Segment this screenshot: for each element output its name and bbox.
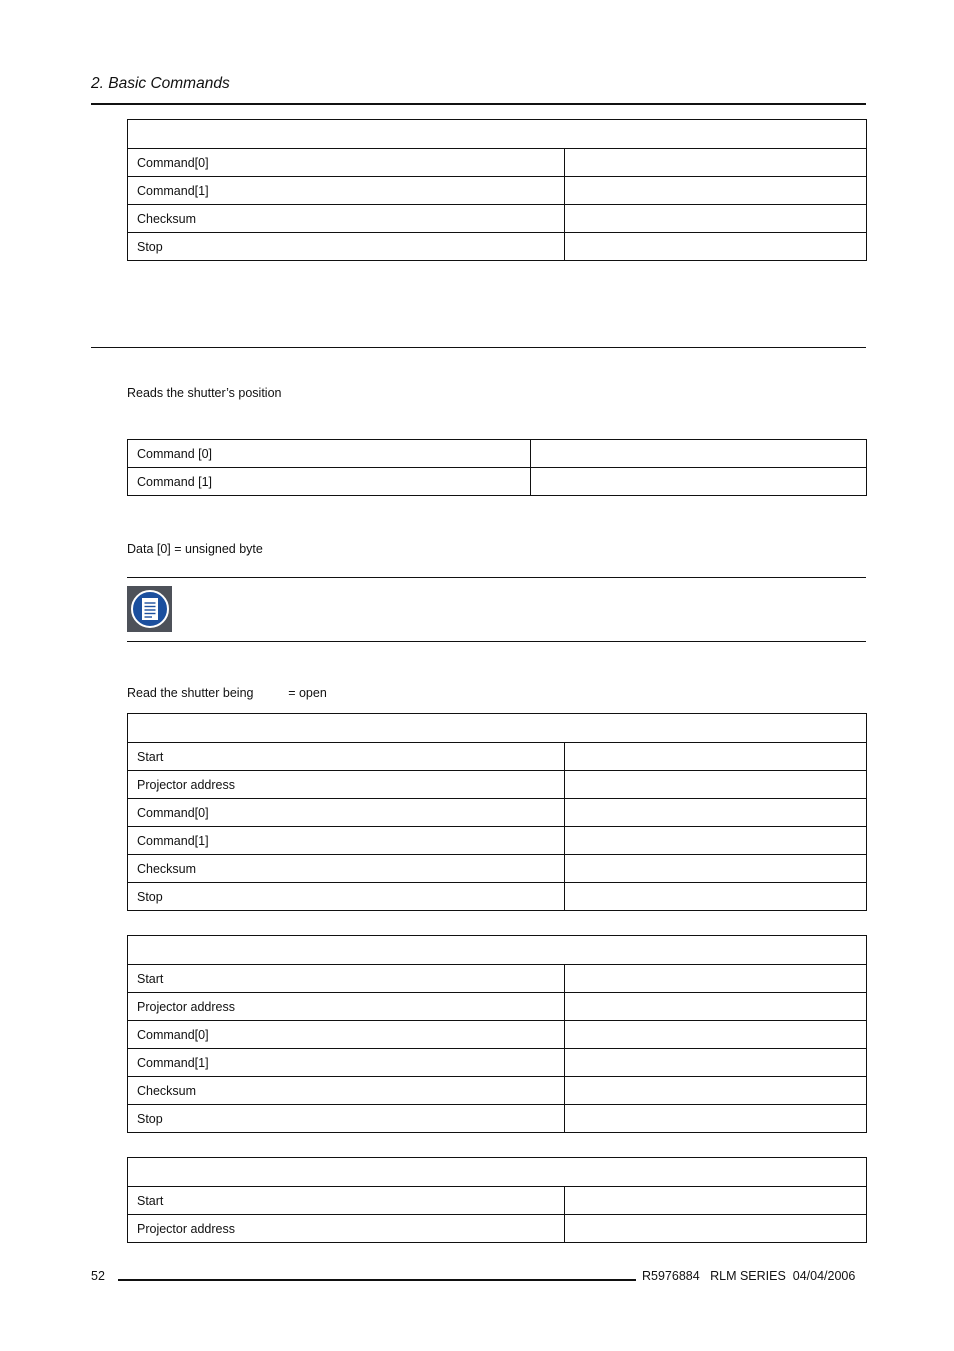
table-cell-label: Checksum — [128, 1077, 565, 1105]
table-cell-value — [565, 743, 867, 771]
table-cell-value — [565, 233, 867, 261]
table-cell-value — [565, 799, 867, 827]
table-row — [128, 743, 867, 771]
note-bottom-rule — [127, 641, 866, 642]
table-cell-label: Checksum — [128, 855, 565, 883]
description-text: Reads the shutter’s position — [127, 386, 282, 400]
table-cell-label: Stop — [128, 1105, 565, 1133]
table-cell-value — [565, 205, 867, 233]
table-row — [128, 468, 867, 496]
table-cell-label: Command[0] — [128, 799, 565, 827]
table-cell-value — [565, 1105, 867, 1133]
table-cell-label: Projector address — [128, 1215, 565, 1243]
table-cell-value — [565, 1187, 867, 1215]
command-table-2 — [127, 439, 867, 496]
table-row — [128, 233, 867, 261]
table-header — [128, 936, 867, 965]
data-format-text: Data [0] = unsigned byte — [127, 542, 263, 556]
table-row — [128, 965, 867, 993]
table-cell-value — [565, 1021, 867, 1049]
footer-rule — [118, 1279, 636, 1281]
table-cell-label: Stop — [128, 883, 565, 911]
table-cell-label: Command [1] — [128, 468, 531, 496]
note-top-rule — [127, 577, 866, 578]
table-row — [128, 827, 867, 855]
table-cell-label: Stop — [128, 233, 565, 261]
table-cell-value — [565, 149, 867, 177]
table-cell-label: Command[0] — [128, 1021, 565, 1049]
document-note-icon — [127, 586, 172, 632]
table-header — [128, 1158, 867, 1187]
table-row — [128, 177, 867, 205]
table-row — [128, 883, 867, 911]
page-number: 52 — [91, 1269, 105, 1283]
table-row — [128, 771, 867, 799]
table-header — [128, 120, 867, 149]
table-cell-value — [565, 771, 867, 799]
table-cell-value — [565, 827, 867, 855]
table-row — [128, 205, 867, 233]
table-row — [128, 1215, 867, 1243]
table-cell-label: Command[0] — [128, 149, 565, 177]
table-row — [128, 440, 867, 468]
table-row — [128, 149, 867, 177]
example-text: Read the shutter being = open — [127, 686, 327, 700]
table-row — [128, 993, 867, 1021]
table-cell-label: Command[1] — [128, 177, 565, 205]
table-cell-value — [565, 177, 867, 205]
command-table-3 — [127, 713, 867, 911]
section-divider — [91, 347, 866, 348]
table-row — [128, 1021, 867, 1049]
table-cell-value — [565, 1049, 867, 1077]
table-row — [128, 1105, 867, 1133]
table-cell-value — [565, 1215, 867, 1243]
command-table-4 — [127, 935, 867, 1133]
table-cell-value — [565, 965, 867, 993]
table-cell-label: Command [0] — [128, 440, 531, 468]
command-table-1 — [127, 119, 867, 261]
document-reference: R5976884 RLM SERIES 04/04/2006 — [642, 1269, 856, 1283]
table-cell-label: Start — [128, 1187, 565, 1215]
table-cell-label: Command[1] — [128, 1049, 565, 1077]
table-cell-value — [565, 855, 867, 883]
table-row — [128, 1077, 867, 1105]
header-rule — [91, 103, 866, 105]
table-row — [128, 1187, 867, 1215]
table-row — [128, 1049, 867, 1077]
table-cell-value — [531, 440, 867, 468]
table-cell-label: Command[1] — [128, 827, 565, 855]
table-cell-label: Start — [128, 743, 565, 771]
table-cell-label: Projector address — [128, 993, 565, 1021]
table-row — [128, 799, 867, 827]
table-cell-value — [565, 993, 867, 1021]
table-cell-value — [565, 883, 867, 911]
table-cell-value — [565, 1077, 867, 1105]
table-cell-label: Start — [128, 965, 565, 993]
chapter-title: 2. Basic Commands — [91, 75, 230, 92]
table-cell-value — [531, 468, 867, 496]
table-header — [128, 714, 867, 743]
command-table-5 — [127, 1157, 867, 1243]
table-row — [128, 855, 867, 883]
table-cell-label: Checksum — [128, 205, 565, 233]
table-cell-label: Projector address — [128, 771, 565, 799]
